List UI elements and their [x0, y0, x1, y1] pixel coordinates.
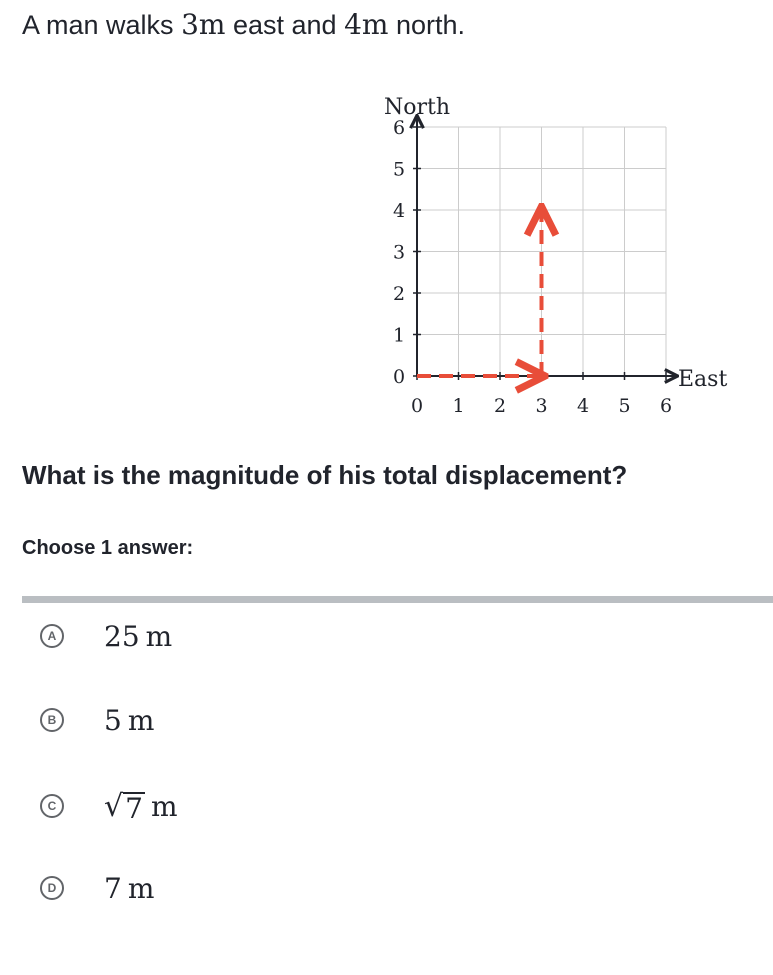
choice-letter-a: A: [40, 624, 64, 648]
choice-d[interactable]: [40, 866, 154, 910]
choice-c-value: 7: [125, 792, 143, 826]
x-axis-label: East: [678, 367, 728, 392]
choice-c-content: [104, 789, 178, 824]
intro-middle: east and: [232, 10, 337, 40]
choice-b-content: [104, 704, 154, 737]
y-tick-label: 0: [392, 366, 406, 388]
graph-svg: [360, 90, 760, 430]
choice-a-unit: m: [145, 619, 173, 653]
choice-d-content: [104, 872, 154, 905]
x-tick-label: 2: [493, 395, 507, 417]
radical-sign-icon: √: [104, 788, 124, 824]
x-tick-label: 0: [410, 395, 424, 417]
choice-a[interactable]: [40, 614, 172, 658]
x-tick-label: 1: [452, 395, 465, 417]
intro-suffix: north.: [396, 10, 466, 40]
choice-c[interactable]: [40, 784, 178, 828]
y-tick-label: 3: [392, 241, 406, 264]
choice-d-value: 7: [104, 871, 122, 905]
intro-prefix: A man walks: [22, 10, 174, 40]
y-tick-label: 4: [392, 200, 406, 222]
grid-lines: [417, 127, 666, 376]
choice-b-unit: m: [127, 703, 155, 737]
x-tick-label: 3: [535, 395, 548, 417]
y-tick-label: 5: [392, 158, 406, 181]
choice-b[interactable]: [40, 698, 154, 742]
north-distance-unit: m: [361, 8, 389, 41]
north-distance-value: 4: [344, 8, 362, 41]
choice-d-unit: m: [127, 871, 155, 905]
y-tick-label: 2: [392, 283, 406, 305]
choice-letter-b: B: [40, 708, 64, 732]
problem-intro: [22, 8, 465, 41]
choice-letter-c: C: [40, 794, 64, 818]
x-tick-label: 5: [618, 395, 631, 417]
x-tick-label: 6: [659, 395, 673, 417]
east-distance-value: 3: [181, 8, 199, 41]
choose-label: Choose 1 answer:: [22, 537, 194, 559]
displacement-graph: [360, 90, 760, 430]
choice-c-unit: m: [150, 789, 178, 823]
y-tick-label: 1: [392, 324, 406, 347]
y-axis-label: North: [383, 95, 451, 120]
axes: [413, 117, 676, 380]
choice-a-value: 25: [104, 619, 140, 653]
choice-letter-d: D: [40, 876, 64, 900]
x-tick-label: 4: [576, 395, 590, 417]
divider: [22, 596, 773, 603]
tick-labels: [393, 117, 672, 417]
choice-b-value: 5: [104, 703, 122, 737]
square-root: [104, 789, 145, 824]
question-text: What is the magnitude of his total displacement?: [22, 460, 628, 490]
choice-a-content: [104, 620, 172, 653]
y-tick-label: 6: [392, 117, 406, 139]
east-distance-unit: m: [198, 8, 226, 41]
